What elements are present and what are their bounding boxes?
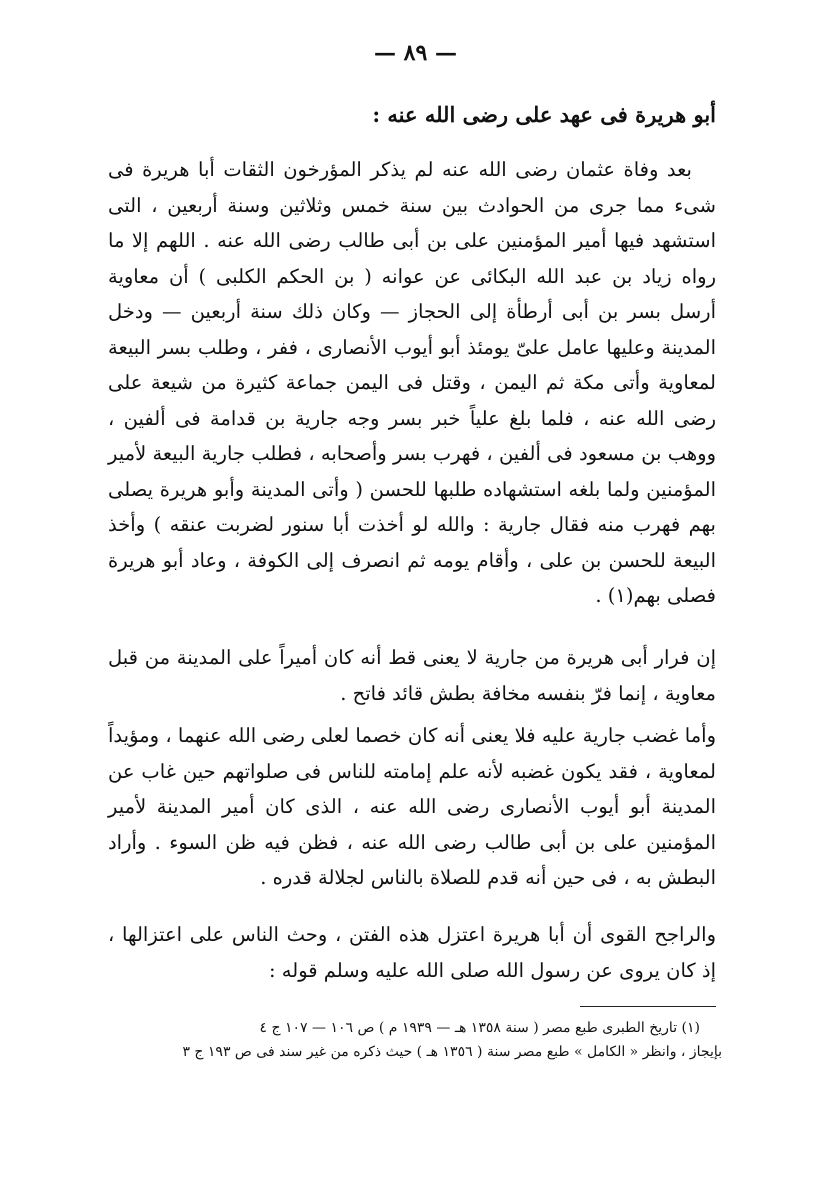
footnote-divider (580, 1006, 716, 1007)
paragraph-3 (108, 718, 716, 896)
paragraph-text: إن فرار أبى هريرة من جارية لا يعنى قط أنه كان أميراً على المدينة من قبل معاوية ، إنما فرّ بنفسه مخافة بطش قائد فاتح . (108, 646, 716, 705)
page-number: — ٨٩ — (374, 40, 457, 66)
paragraph-text: والراجح القوى أن أبا هريرة اعتزل هذه الفتن ، وحث الناس على اعتزالها ، إذ كان يروى عن رسول الله صلى الله عليه وسلم قوله : (108, 923, 716, 982)
footnote-line: بإيجاز ، وانظر « الكامل » طبع مصر سنة ( ١٣٥٦ هـ ) حيث ذكره من غير سند فى ص ١٩٣ ج ٣ (182, 1044, 722, 1060)
paragraph-1 (108, 152, 716, 614)
footnotes (108, 1016, 722, 1064)
paragraph-2 (108, 640, 716, 711)
footnote-line: (١) تاريخ الطبرى طبع مصر ( سنة ١٣٥٨ هـ — ١٩٣٩ م ) ص ١٠٦ — ١٠٧ ج ٤ (259, 1020, 700, 1036)
section-heading: أبو هريرة فى عهد على رضى الله عنه : (372, 102, 716, 127)
paragraph-text: بعد وفاة عثمان رضى الله عنه لم يذكر المؤرخون الثقات أبا هريرة فى شىء مما جرى من الحوادث بين سنة خمس وثلاثين وسنة أربعين ، التى استشهد فيها أمير المؤمنين على بن أبى طالب رضى الله عنه . اللهم إلا ما رواه زياد بن عبد الله البكائى عن عوانه ( بن الحكم الكلبى ) أن معاوية أرسل بسر بن أبى أرطأة إلى الحجاز — وكان ذلك سنة أربعين — ودخل المدينة وعليها عامل علىّ يومئذ أبو أيوب الأنصارى ، ففر ، وطلب بسر البيعة لمعاوية وأتى مكة ثم اليمن ، وقتل فى اليمن جماعة كثيرة من شيعة على رضى الله عنه ، فلما بلغ علياً خبر بسر وجه جارية بن قدامة فى ألفين ، ووهب بن مسعود فى ألفين ، فهرب بسر وأصحابه ، فطلب جارية البيعة لأمير المؤمنين ولما بلغه استشهاده طلبها للحسن ( وأتى المدينة وأبو هريرة يصلى بهم فهرب منه فقال جارية : والله لو أخذت أبا سنور لضربت عنقه ) وأخذ البيعة للحسن بن على ، وأقام يومه ثم انصرف إلى الكوفة ، وعاد أبو هريرة فصلى بهم(١) . (108, 158, 716, 607)
paragraph-4 (108, 917, 716, 988)
paragraph-text: وأما غضب جارية عليه فلا يعنى أنه كان خصما لعلى رضى الله عنهما ، ومؤيداً لمعاوية ، فقد يكون غضبه لأنه علم إمامته للناس فى صلواتهم حين غاب عن المدينة أبو أيوب الأنصارى رضى الله عنه ، الذى كان أمير المدينة لأمير المؤمنين على بن أبى طالب رضى الله عنه ، فظن فيه ظن السوء . وأراد البطش به ، فى حين أنه قدم للصلاة بالناس لجلالة قدره . (108, 724, 716, 889)
